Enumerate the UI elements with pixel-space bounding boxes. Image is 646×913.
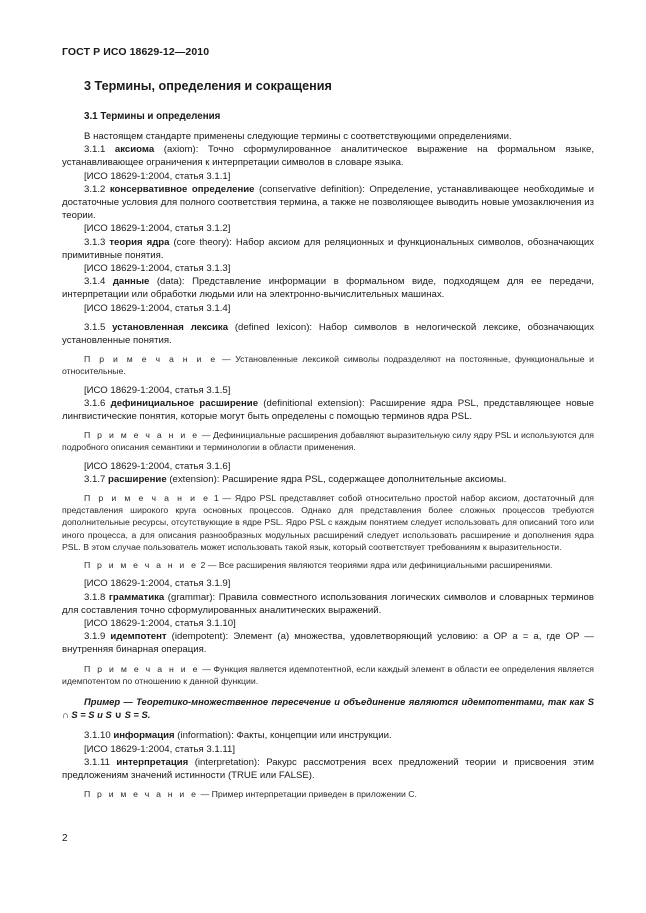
term-entry-defined-lexicon	[62, 321, 594, 347]
term-definition: (conservative definition): Определение, устанавливающее необходимые и достаточные условия для полного соответствия термина, а также не позволяющее выводить новые умозаключения из теории.	[62, 183, 594, 222]
term-name: интерпретация	[116, 756, 189, 768]
section-title: 3 Термины, определения и сокращения	[84, 79, 332, 93]
term-reference: [ИСО 18629-1:2004, статья 3.1.9]	[84, 578, 231, 590]
term-number: 3.1.6	[84, 397, 111, 409]
term-number: 3.1.5	[84, 321, 113, 333]
page-content	[62, 78, 594, 806]
term-note	[62, 788, 594, 800]
note-label: П р и м е ч а н и е	[84, 354, 218, 365]
term-entry-core-theory	[62, 236, 594, 262]
term-note	[62, 663, 594, 687]
term-entry-data	[62, 275, 594, 301]
term-note-1	[62, 492, 594, 553]
term-name: расширение	[108, 473, 167, 485]
term-definition: (axiom): Точно сформулированное аналитическое выражение на формальном языке, устанавливающее ограничения к интерпретации символов в словаре языка.	[62, 144, 594, 169]
term-definition: (grammar): Правила совместного использования логических символов и словарных терминов для составления точно сформулированных аналитических выражений.	[62, 591, 594, 616]
note-text: 1 — Ядро PSL представляет собой относительно простой набор аксиом, достаточный для представления широкого круга основных процессов. Однако для представления более сложных процессов требуются дополнительные ресурсы, отсутствующие в ядре PSL. Ядро PSL с каждым понятием следует использовать для описаний того или иного процесса, а для описания разнообразных модульных расширений следует использовать расширение и дополнения ядра PSL. В этом случае пользователь может использовать такой язык, который соответствует требованиям к выразительности.	[62, 493, 594, 552]
term-reference: [ИСО 18629-1:2004, статья 3.1.5]	[84, 384, 231, 396]
term-number: 3.1.1	[84, 144, 115, 156]
term-example: Пример — Теоретико-множественное пересечение и объединение являются идемпотентами, так как S ∩ S = S и S ∪ S = S.	[62, 695, 594, 721]
term-number: 3.1.4	[84, 276, 113, 288]
term-name: данные	[112, 276, 150, 288]
term-entry-axiom	[62, 143, 594, 169]
term-name: идемпотент	[110, 631, 167, 643]
term-definition: (idempotent): Элемент (а) множества, удовлетворяющий условию: а ОР а = а, где ОР — внутренняя бинарная операция.	[62, 631, 594, 656]
term-definition: (extension): Расширение ядра PSL, содержащее дополнительные аксиомы.	[166, 473, 507, 485]
term-name: информация	[113, 730, 175, 742]
term-definition: (information): Факты, концепции или инструкции.	[174, 730, 392, 742]
note-text: 2 — Все расширения являются теориями ядра или дефинициальными расширениями.	[198, 560, 553, 571]
note-text: — Дефинициальные расширения добавляют выразительную силу ядру PSL и используются для подробного описания семантики и терминологии в области применения.	[62, 430, 594, 453]
term-entry-information	[62, 729, 594, 742]
term-number: 3.1.2	[84, 183, 110, 195]
note-text: — Пример интерпретации приведен в приложении С.	[198, 789, 417, 800]
term-reference: [ИСО 18629-1:2004, статья 3.1.6]	[84, 460, 231, 472]
note-label: П р и м е ч а н и е	[84, 493, 211, 504]
term-name: грамматика	[108, 591, 165, 603]
term-name: консервативное определение	[109, 183, 255, 195]
term-note	[62, 429, 594, 453]
note-text: — Установленные лексикой символы подразделяют на постоянные, функциональные и относительные.	[62, 354, 594, 377]
term-reference: [ИСО 18629-1:2004, статья 3.1.1]	[84, 170, 231, 182]
intro-paragraph: В настоящем стандарте применены следующие термины с соответствующими определениями.	[84, 131, 512, 142]
term-name: дефинициальное расширение	[110, 397, 259, 409]
term-number: 3.1.10	[84, 730, 114, 742]
note-text: — Функция является идемпотентной, если каждый элемент в области ее определения является идемпотентом по отношению к данной функции.	[62, 663, 594, 686]
term-definition: (data): Представление информации в формальном виде, подходящем для ее передачи, интерпретации или обработки людьми или на электронно-вычислительных машинах.	[62, 276, 594, 301]
term-definition: (core theory): Набор аксиом для реляционных и функциональных символов, обозначающих примитивные понятия.	[62, 236, 594, 261]
note-label: П р и м е ч а н и е	[84, 560, 199, 571]
term-entry-extension	[62, 473, 594, 486]
term-reference: [ИСО 18629-1:2004, статья 3.1.3]	[84, 263, 231, 275]
term-entry-interpretation	[62, 756, 594, 782]
term-number: 3.1.8	[84, 591, 109, 603]
term-reference: [ИСО 18629-1:2004, статья 3.1.4]	[84, 302, 231, 314]
term-name: установленная лексика	[112, 321, 229, 333]
subsection-title: 3.1 Термины и определения	[84, 111, 221, 122]
term-number: 3.1.11	[84, 756, 117, 768]
term-reference: [ИСО 18629-1:2004, статья 3.1.2]	[84, 223, 231, 235]
term-entry-grammar	[62, 591, 594, 617]
term-note	[62, 353, 594, 377]
term-reference: [ИСО 18629-1:2004, статья 3.1.10]	[84, 617, 236, 629]
term-number: 3.1.7	[84, 473, 109, 485]
term-note-2	[62, 559, 594, 571]
term-definition: (defined lexicon): Набор символов в нелогической лексике, обозначающих установленные понятия.	[62, 321, 594, 347]
note-label: П р и м е ч а н и е	[84, 430, 200, 441]
standard-header: ГОСТ Р ИСО 18629-12—2010	[62, 46, 210, 58]
term-definition: (definitional extension): Расширение ядра PSL, представляющее новые лингвистические понятия, которые могут быть определены с помощью терминов ядра PSL.	[62, 397, 594, 423]
term-entry-conservative-definition	[62, 183, 594, 223]
term-entry-idempotent	[62, 630, 594, 656]
term-definition: (interpretation): Ракурс рассмотрения всех предложений теории и присвоения этим предложениям значений истинности (TRUE или FALSE).	[62, 756, 594, 781]
term-number: 3.1.3	[84, 236, 110, 248]
term-name: аксиома	[114, 144, 155, 156]
term-reference: [ИСО 18629-1:2004, статья 3.1.11]	[84, 743, 236, 755]
note-label: П р и м е ч а н и е	[84, 663, 200, 674]
term-number: 3.1.9	[84, 631, 111, 643]
page-number: 2	[62, 833, 68, 844]
term-name: теория ядра	[109, 236, 170, 248]
term-entry-definitional-extension	[62, 397, 594, 423]
note-label: П р и м е ч а н и е	[84, 789, 199, 800]
